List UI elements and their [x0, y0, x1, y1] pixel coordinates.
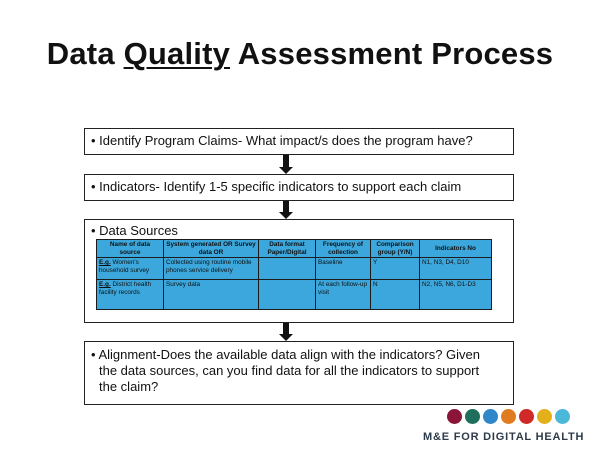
logo-dot	[555, 409, 570, 424]
brand-logo	[420, 409, 585, 449]
table-cell: Baseline	[316, 258, 371, 280]
step-data-sources-box	[84, 219, 514, 323]
cell-text: Women's household survey	[99, 259, 150, 274]
example-label: E.g.	[99, 281, 111, 288]
step-alignment-box	[84, 341, 514, 405]
step-indicators-box	[84, 174, 514, 201]
table-cell: At each follow-up visit	[316, 280, 371, 310]
table-header-cell: Data format Paper/Digital	[259, 240, 316, 258]
table-row	[97, 280, 492, 310]
table-header-row	[97, 240, 492, 258]
table-header-cell: Frequency of collection	[316, 240, 371, 258]
brand-text: M&E FOR DIGITAL HEALTH	[423, 431, 585, 443]
table-cell: N2, N5, N6, D1-D3	[420, 280, 492, 310]
logo-dot	[537, 409, 552, 424]
page-title	[0, 36, 600, 72]
step-indicators-text: • Indicators- Identify 1-5 specific indicators to support each claim	[91, 179, 462, 194]
table-cell: N1, N3, D4, D10	[420, 258, 492, 280]
table-header-cell: System generated OR Survey data OR	[164, 240, 259, 258]
title-part-2: Assessment Process	[230, 36, 554, 71]
down-arrow-icon	[279, 155, 293, 174]
step-alignment-line-3: the claim?	[99, 379, 159, 394]
example-label: E.g.	[99, 259, 111, 266]
data-sources-table	[96, 239, 492, 310]
cell-text: District health facility records	[99, 281, 152, 296]
down-arrow-icon	[279, 201, 293, 219]
logo-dot	[483, 409, 498, 424]
step-alignment-line-2: the data sources, can you find data for all the indicators to support	[99, 363, 480, 378]
table-cell: N	[371, 280, 420, 310]
down-arrow-icon	[279, 323, 293, 341]
logo-dot	[501, 409, 516, 424]
title-underlined-word: Quality	[123, 36, 231, 71]
step-identify-claims-text: • Identify Program Claims- What impact/s does the program have?	[91, 133, 473, 148]
table-cell	[97, 258, 164, 280]
table-cell	[259, 258, 316, 280]
title-part-1: Data	[46, 36, 124, 71]
table-cell: Collected using routine mobile phones service delivery	[164, 258, 259, 280]
logo-dot	[465, 409, 480, 424]
logo-dots	[447, 409, 570, 425]
table-header-cell: Name of data source	[97, 240, 164, 258]
step-data-sources-text: • Data Sources	[91, 223, 178, 238]
table-cell	[259, 280, 316, 310]
table-header-cell: Comparison group (Y/N)	[371, 240, 420, 258]
step-alignment-line-1: • Alignment-Does the available data align with the indicators? Given	[91, 347, 480, 362]
table-row	[97, 258, 492, 280]
step-identify-claims-box	[84, 128, 514, 155]
logo-dot	[519, 409, 534, 424]
table-cell: Y	[371, 258, 420, 280]
logo-dot	[447, 409, 462, 424]
table-header-cell: Indicators No	[420, 240, 492, 258]
table-cell: Survey data	[164, 280, 259, 310]
table-cell	[97, 280, 164, 310]
